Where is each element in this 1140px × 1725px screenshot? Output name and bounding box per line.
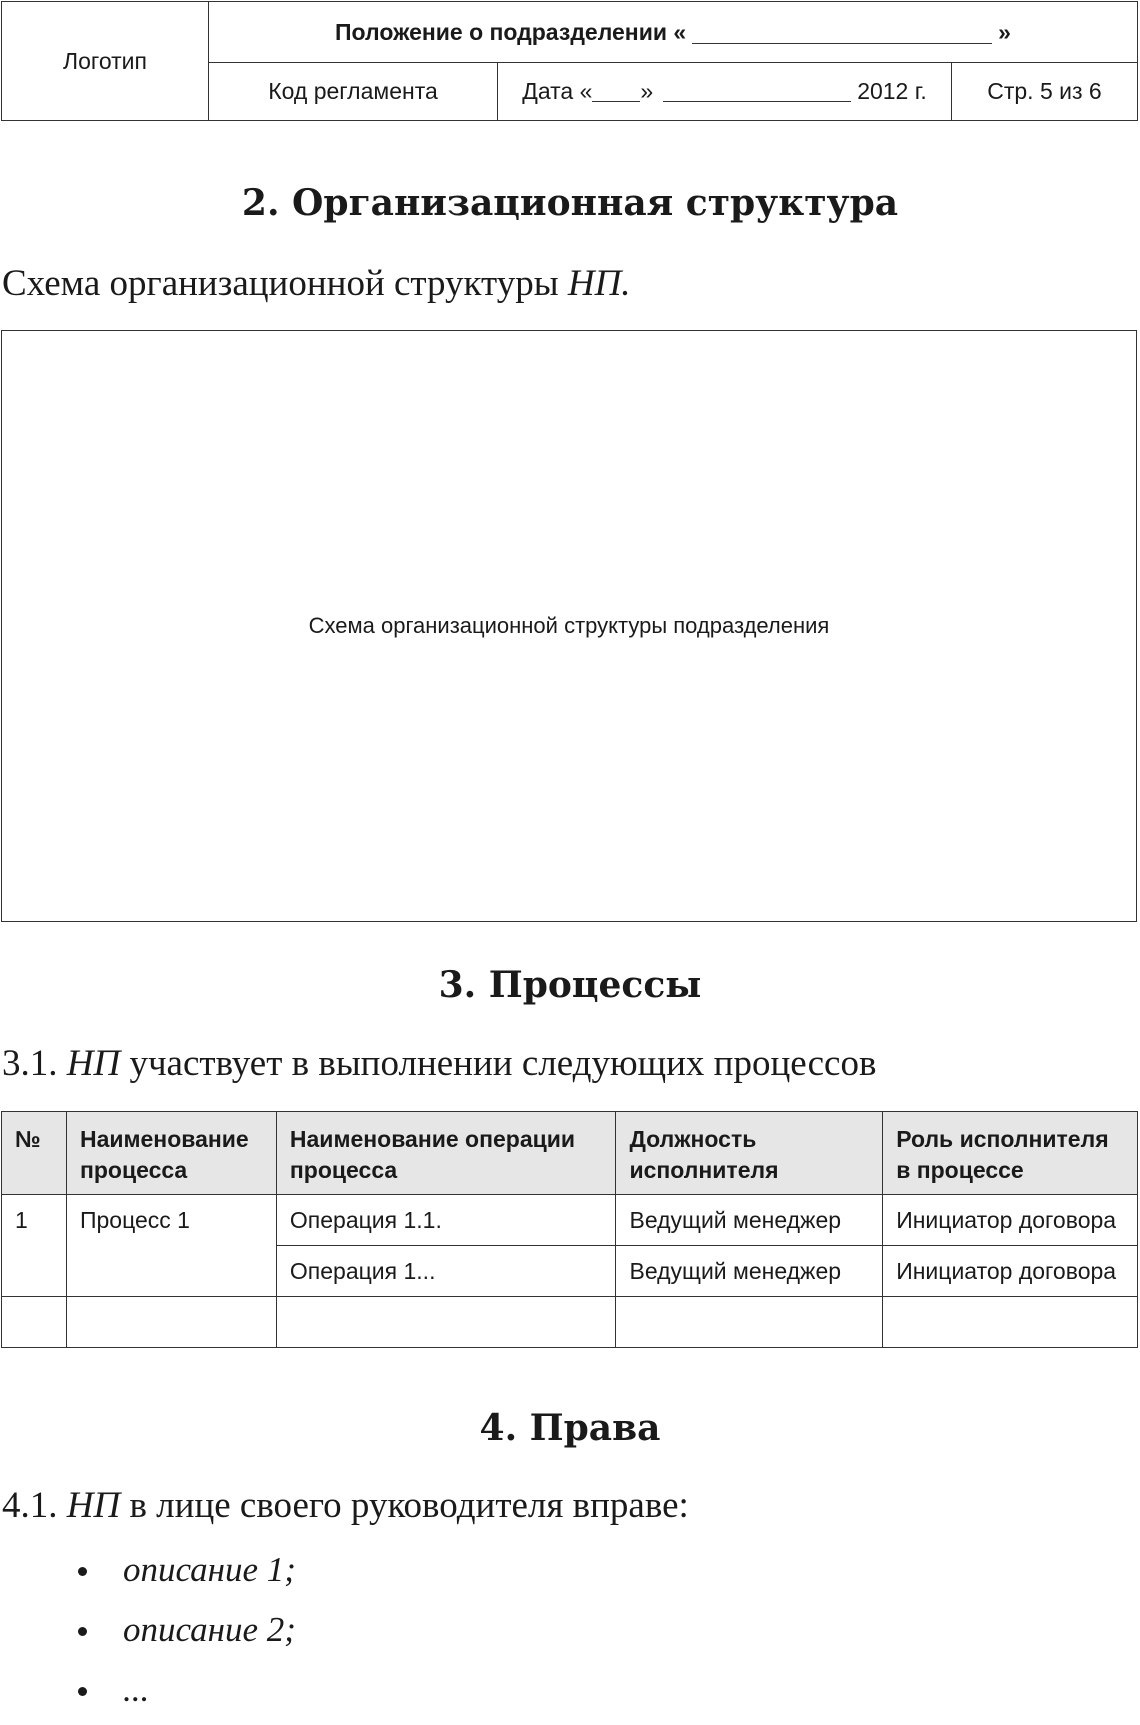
header-title-prefix: Положение о подразделении « [335, 18, 687, 45]
section-2-intro-abbr: НП. [567, 263, 631, 304]
cell-operation-name: Операция 1... [276, 1246, 616, 1297]
cell-empty [276, 1297, 616, 1348]
table-row [2, 1195, 1138, 1246]
section-2-intro-text: Схема организационной структуры [2, 263, 568, 304]
month-blank [663, 81, 851, 102]
column-header-number: № [2, 1112, 67, 1195]
header-title-suffix: » [998, 18, 1011, 45]
date-year: 2012 г. [857, 78, 927, 104]
logo-placeholder: Логотип [2, 2, 209, 120]
date-prefix: Дата « [522, 78, 593, 104]
bullet-icon [78, 1687, 87, 1696]
list-item-text: ... [123, 1670, 150, 1709]
section-4-item-number: 4.1. [2, 1485, 67, 1526]
section-3-item-text: участвует в выполнении следующих процессов [120, 1043, 877, 1084]
list-item-text: описание 2; [123, 1610, 296, 1649]
cell-empty [66, 1297, 276, 1348]
processes-table [1, 1111, 1138, 1348]
cell-number: 1 [2, 1195, 67, 1297]
date-quote-close: » [640, 78, 654, 104]
column-header-role: Роль исполнителя в процессе [883, 1112, 1138, 1195]
section-4-heading: 4. Права [479, 1407, 661, 1449]
header-title-row [209, 2, 1137, 63]
cell-position: Ведущий менеджер [616, 1195, 883, 1246]
section-3-item-abbr: НП [66, 1043, 121, 1084]
list-item-text: описание 1; [123, 1550, 296, 1589]
cell-empty [616, 1297, 883, 1348]
bullet-icon [78, 1627, 87, 1636]
regulation-code-cell: Код регламента [209, 63, 498, 120]
division-name-blank [692, 21, 992, 44]
section-3-heading: 3. Процессы [438, 964, 702, 1006]
org-structure-schema-box [1, 330, 1137, 922]
section-2-intro [2, 262, 631, 305]
bullet-icon [78, 1567, 87, 1576]
schema-placeholder-label: Схема организационной структуры подразделения [308, 613, 830, 638]
cell-process-name: Процесс 1 [66, 1195, 276, 1297]
section-3-item-number: 3.1. [2, 1043, 67, 1084]
cell-role: Инициатор договора [883, 1246, 1138, 1297]
cell-empty [883, 1297, 1138, 1348]
cell-role: Инициатор договора [883, 1195, 1138, 1246]
section-3-item-1 [2, 1042, 876, 1085]
day-blank [592, 81, 640, 102]
section-4-item-text: в лице своего руководителя вправе: [120, 1485, 689, 1526]
date-cell [498, 63, 952, 120]
table-row-empty [2, 1297, 1138, 1348]
section-2-heading: 2. Организационная структура [241, 182, 899, 224]
document-header-table [1, 1, 1138, 121]
column-header-position: Должность исполнителя [616, 1112, 883, 1195]
cell-position: Ведущий менеджер [616, 1246, 883, 1297]
section-4-item-1 [2, 1484, 689, 1527]
column-header-process-name: Наименование процесса [66, 1112, 276, 1195]
page-number-cell: Стр. 5 из 6 [987, 78, 1102, 104]
table-header-row [2, 1112, 1138, 1195]
column-header-operation-name: Наименование операции процесса [276, 1112, 616, 1195]
section-4-item-abbr: НП [66, 1485, 121, 1526]
cell-operation-name: Операция 1.1. [276, 1195, 616, 1246]
cell-empty [2, 1297, 67, 1348]
